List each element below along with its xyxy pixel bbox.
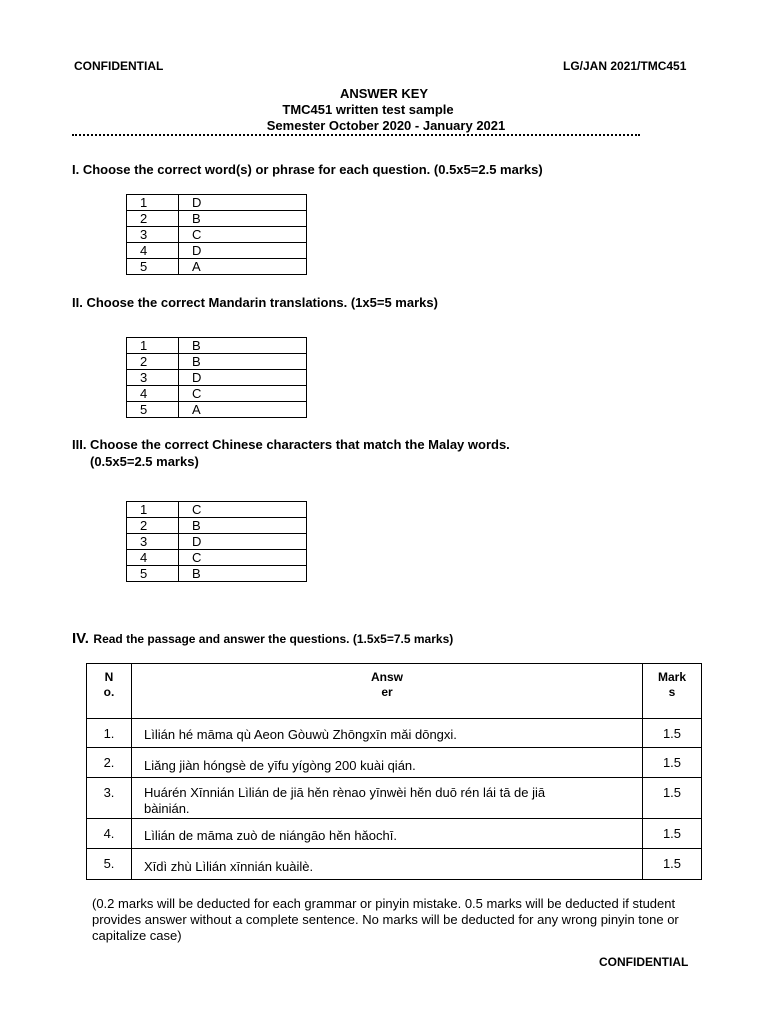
- section-4-table: [86, 663, 702, 880]
- answer-letter: A: [179, 259, 307, 275]
- row-answer: Lìlián hé māma qù Aeon Gòuwù Zhōngxīn mǎi dōngxi.: [132, 719, 643, 748]
- section-3-heading: III. Choose the correct Chinese characters that match the Malay words.: [72, 437, 510, 452]
- table-row: [127, 502, 307, 518]
- row-marks: 1.5: [643, 748, 702, 778]
- question-number: 2: [127, 354, 179, 370]
- section-4-heading: [72, 630, 453, 648]
- table-row: [127, 534, 307, 550]
- footer-confidential: CONFIDENTIAL: [599, 955, 689, 969]
- table-row: [127, 195, 307, 211]
- question-number: 3: [127, 227, 179, 243]
- semester-line: Semester October 2020 - January 2021: [266, 118, 506, 133]
- table-row: [127, 227, 307, 243]
- row-number: 1.: [87, 719, 132, 748]
- question-number: 3: [127, 534, 179, 550]
- answer-letter: B: [179, 354, 307, 370]
- section-1-table: [126, 194, 307, 275]
- question-number: 4: [127, 386, 179, 402]
- question-number: 2: [127, 211, 179, 227]
- answer-letter: C: [179, 386, 307, 402]
- table-row: [127, 211, 307, 227]
- answer-letter: D: [179, 370, 307, 386]
- table-row: [87, 748, 702, 778]
- col-header-answer-text: Answer: [370, 670, 403, 699]
- table-row: [87, 849, 702, 880]
- table-row: [127, 259, 307, 275]
- table-row: [127, 243, 307, 259]
- question-number: 2: [127, 518, 179, 534]
- question-number: 5: [127, 566, 179, 582]
- question-number: 1: [127, 502, 179, 518]
- header-confidential: CONFIDENTIAL: [74, 59, 164, 73]
- section-4-prefix: IV.: [72, 630, 89, 647]
- header-code: LG/JAN 2021/TMC451: [563, 59, 687, 73]
- row-answer: Xīdì zhù Lìlián xīnnián kuàilè.: [132, 849, 643, 880]
- row-marks: 1.5: [643, 719, 702, 748]
- question-number: 1: [127, 195, 179, 211]
- question-number: 4: [127, 243, 179, 259]
- row-number: 4.: [87, 819, 132, 849]
- page-subtitle: TMC451 written test sample: [282, 102, 454, 117]
- question-number: 3: [127, 370, 179, 386]
- question-number: 1: [127, 338, 179, 354]
- row-marks: 1.5: [643, 778, 702, 819]
- table-row: [127, 566, 307, 582]
- table-header-row: [87, 664, 702, 719]
- table-row: [127, 338, 307, 354]
- col-header-marks-text: Marks: [658, 670, 687, 699]
- row-answer: Lìlián de māma zuò de niángāo hěn hǎochī.: [132, 819, 643, 849]
- question-number: 4: [127, 550, 179, 566]
- table-row: [127, 518, 307, 534]
- section-3-marks: (0.5x5=2.5 marks): [90, 454, 199, 469]
- answer-letter: B: [179, 566, 307, 582]
- answer-letter: A: [179, 402, 307, 418]
- dotted-divider: [72, 134, 640, 136]
- table-row: [127, 550, 307, 566]
- answer-letter: B: [179, 518, 307, 534]
- col-header-marks: [643, 664, 702, 719]
- col-header-answer: [132, 664, 643, 719]
- row-marks: 1.5: [643, 849, 702, 880]
- row-answer: Huárén Xīnnián Lìlián de jiā hěn rènao yīnwèi hěn duō rén lái tā de jiā bàinián.: [132, 778, 643, 819]
- table-row: [87, 778, 702, 819]
- answer-letter: C: [179, 502, 307, 518]
- section-1-heading: I. Choose the correct word(s) or phrase for each question. (0.5x5=2.5 marks): [72, 162, 543, 177]
- answer-letter: B: [179, 338, 307, 354]
- row-number: 5.: [87, 849, 132, 880]
- table-row: [127, 370, 307, 386]
- table-row: [87, 819, 702, 849]
- table-row: [127, 402, 307, 418]
- col-header-no: No.: [87, 664, 132, 719]
- answer-letter: D: [179, 243, 307, 259]
- answer-letter: C: [179, 227, 307, 243]
- table-row: [87, 719, 702, 748]
- row-number: 2.: [87, 748, 132, 778]
- table-row: [127, 354, 307, 370]
- row-answer: Liǎng jiàn hóngsè de yīfu yígòng 200 kuài qián.: [132, 748, 643, 778]
- question-number: 5: [127, 259, 179, 275]
- answer-letter: C: [179, 550, 307, 566]
- section-2-heading: II. Choose the correct Mandarin translations. (1x5=5 marks): [72, 295, 438, 310]
- table-row: [127, 386, 307, 402]
- row-number: 3.: [87, 778, 132, 819]
- answer-letter: B: [179, 211, 307, 227]
- page-title: ANSWER KEY: [339, 86, 429, 101]
- section-3-table: [126, 501, 307, 582]
- answer-letter: D: [179, 534, 307, 550]
- question-number: 5: [127, 402, 179, 418]
- deduction-note: (0.2 marks will be deducted for each grammar or pinyin mistake. 0.5 marks will be deducted if student provides answer without a complete sentence. No marks will be deducted for any wrong pinyin tone or capitalize case): [92, 896, 679, 943]
- section-2-table: [126, 337, 307, 418]
- answer-letter: D: [179, 195, 307, 211]
- row-marks: 1.5: [643, 819, 702, 849]
- section-4-title: Read the passage and answer the questions. (1.5x5=7.5 marks): [93, 632, 454, 646]
